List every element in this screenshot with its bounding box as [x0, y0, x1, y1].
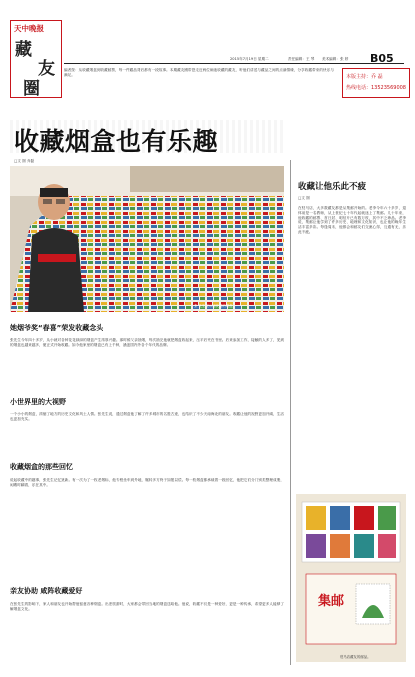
- photo-caption: 张 先生展示他收藏的烟盒。: [194, 304, 236, 308]
- side-body: 在驻马店，大多数藏友都是从集邮开始的。老李今年六十多岁，退休前是一名教师，从上世纪七十年代起就迷上了集邮。几十年来，他收藏的邮票、首日封、明信片已有数万枚，其中不乏珍品。老李说，集邮让他学到了许多历史、地理和文化知识，也让他的晚年生活丰富多彩。每逢周末，他都会和邮友们交流心得，互通有无，乐此不疲。: [298, 206, 406, 234]
- section-char-2: 友: [38, 59, 55, 79]
- section-char-1: 藏: [15, 40, 32, 60]
- section-body-1: 张先生今年四十多岁，从小就对各种花花绿绿的烟盒产生浓厚兴趣。那时候父亲抽烟，每次抽完他就把烟盒收起来，压平后夹在书里。后来参加工作，接触的人多了，见到的烟盒也越来越多，便正式开始收藏。如今他家里的烟盒已有上千种，涵盖国内外各个年代的品牌。: [10, 338, 284, 347]
- paper-name: 天中晚报: [14, 24, 44, 33]
- section-body-2: 一个小小的烟盒，浓缩了地方的历史文化和风土人情。张先生说，通过烟盒他了解了许多城市的名胜古迹，也结识了不少天南海北的朋友。收藏让他的视野更加开阔，生活也更加充实。: [10, 412, 284, 421]
- section-body-4: 在张先生的影响下，家人和朋友也开始帮他留意各种烟盒。出差旅游时，大家都会带回当地的烟盒送给他。他说，收藏不仅是一种爱好，更是一种传承，希望更多人能够了解烟盒文化。: [10, 602, 284, 611]
- column-divider: [290, 160, 291, 665]
- contact-box: [342, 68, 410, 98]
- side-title: 收藏让他乐此不疲: [298, 182, 367, 192]
- contact-host: 本版主持：乔 磊: [346, 74, 383, 80]
- section-heading-4: 亲友协助 咸阵收藏爱好: [10, 587, 83, 595]
- header-date: 2015年7月19日 星期二: [230, 57, 269, 61]
- section-char-3: 圈: [23, 79, 40, 99]
- side-photo: [296, 494, 406, 662]
- side-byline: □文 图: [298, 196, 310, 200]
- section-body-3: 说起收藏中的趣事，张先生记忆犹新。有一次为了一枚老烟标，他专程坐车到外地，辗转多方终于如愿以偿。每一枚烟盒都承载着一段回忆，他把它们分门别类整理成册，闲暇时翻看，乐在其中。: [10, 478, 284, 487]
- masthead-logo: [10, 20, 62, 98]
- intro-text: 编者按：从收藏烟盒到收藏邮票，每一件藏品背后都有一段故事。本期藏友圈带您走近两位痴迷收藏的藏友，听他们讲述与藏品之间的点滴情缘，分享收藏带来的快乐与满足。: [64, 68, 334, 77]
- section-heading-1: 她烟爷奖“春喜”荣发收藏念头: [10, 324, 104, 332]
- collector-photo-illustration: [10, 166, 284, 312]
- header-rule: [64, 63, 404, 64]
- page-number: B05: [370, 52, 394, 65]
- main-photo: [10, 166, 284, 312]
- section-heading-2: 小世界里的大视野: [10, 398, 66, 406]
- main-title: 收藏烟盒也有乐趣: [14, 127, 219, 156]
- side-photo-caption: 驻马店藏友的邮品。: [340, 655, 371, 659]
- stamp-word: 集邮: [318, 594, 345, 609]
- header-designer: 美术编辑：张 婷: [322, 57, 349, 61]
- header-editor: 责任编辑：王 琴: [288, 57, 315, 61]
- byline: □文 图 乔磊: [14, 159, 35, 163]
- stamp-album-illustration: [296, 494, 406, 662]
- section-heading-3: 收藏烟盒的那些回忆: [10, 463, 73, 471]
- contact-phone: 热线电话：13523569008: [346, 85, 406, 91]
